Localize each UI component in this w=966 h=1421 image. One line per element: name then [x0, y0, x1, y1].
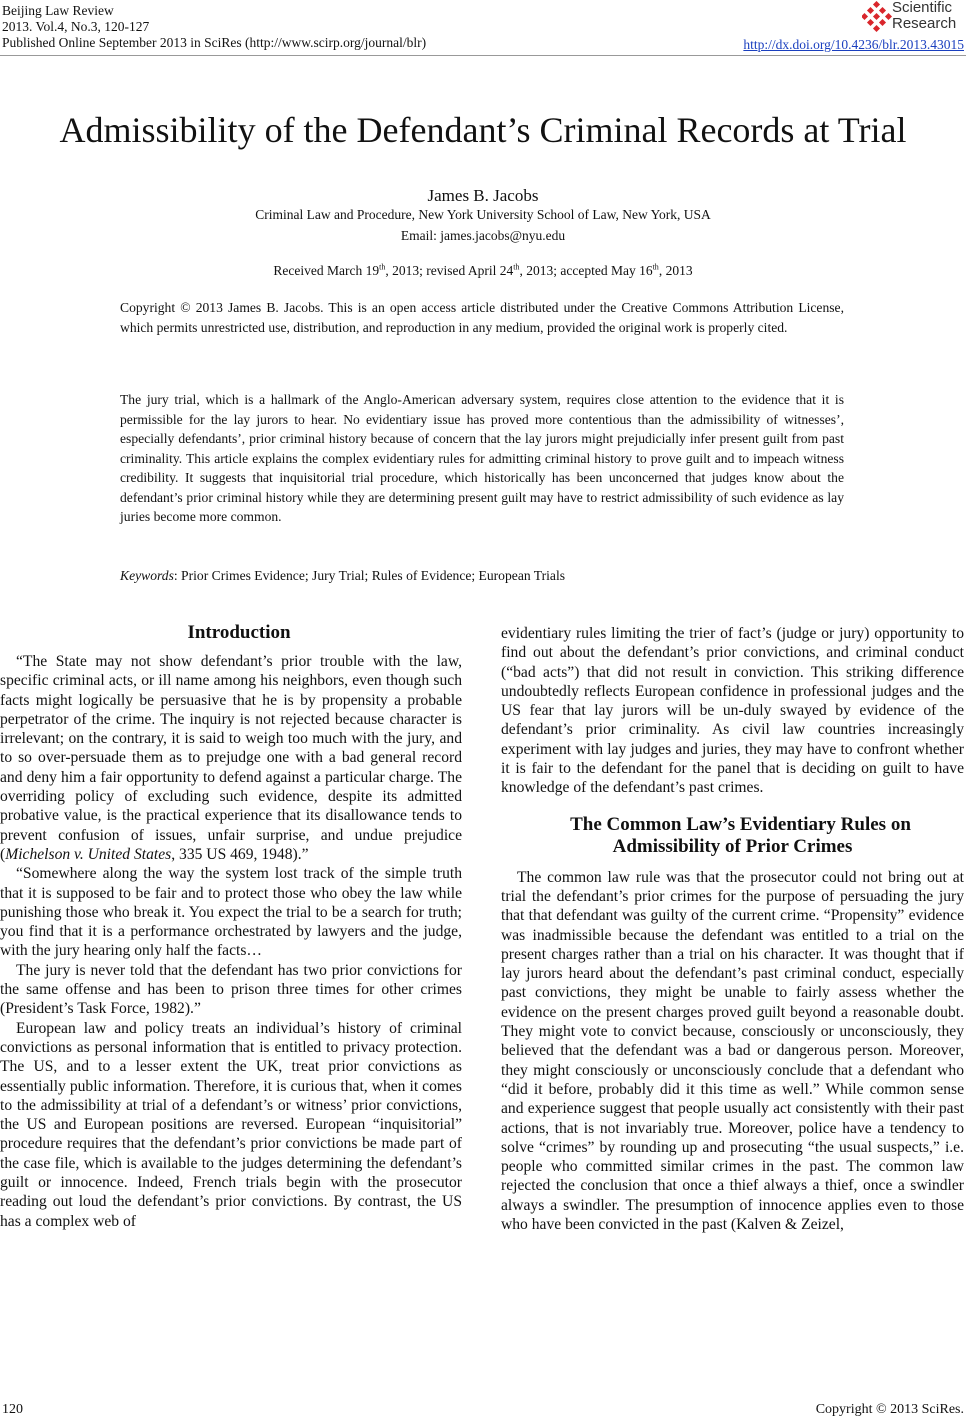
logo-text	[892, 0, 956, 32]
section-title-introduction: Introduction	[187, 622, 291, 643]
accepted-date: , 2013; accepted May 16	[519, 263, 653, 278]
paragraph	[0, 652, 462, 864]
author-name: James B. Jacobs	[427, 186, 539, 205]
section-title-line-2: Admissibility of Prior Crimes	[612, 835, 853, 857]
journal-name: Beijing Law Review	[2, 3, 114, 18]
author-email: Email: james.jacobs@nyu.edu	[400, 228, 566, 243]
case-citation: Michelson v. United States	[5, 845, 172, 863]
accepted-sup: th	[652, 262, 659, 272]
logo-line-2: Research	[892, 15, 957, 32]
header-divider	[0, 55, 966, 56]
journal-header	[2, 3, 426, 51]
keywords	[120, 566, 844, 586]
paragraph-text: , 335 US 469, 1948).”	[171, 845, 309, 863]
paragraph: evidentiary rules limiting the trier of fact’s (judge or jury) opportunity to find out about the defendant’s prior convictions, and criminal conduct (“bad acts”) that did not result in conviction. This striking difference undoubtedly reflects European confidence in professional judges and the US fear that lay jurors will be un-duly swayed by evidence of the defendant’s prior criminality. As civil law countries increasingly experiment with lay judges and juries, they may have to confront whether it is fair to the defendant for the panel that is deciding on guilt to have knowledge of the defendant’s past crimes.	[501, 625, 964, 797]
right-column	[501, 624, 964, 1234]
paragraph-text: “The State may not show defendant’s prior trouble with the law, specific criminal acts, or ill name among his neighbors, even though such facts might logically be persuasive that he is by propensity a probable perpetrator of the crime. The inquiry is not rejected because character is irrelevant; on the contrary, it is said to weigh too much with the jury, and to so over-persuade them as to prejudge one with a bad general record and deny him a fair opportunity to defend against a particular charge. The overriding policy of excluding such evidence, despite its admitted probative value, is the practical experience that its disallowance tends to prevent confusion of issues, unfair surprise, and undue prejudice (	[0, 653, 462, 863]
section-title-line-1: The Common Law’s Evidentiary Rules on	[570, 813, 911, 835]
paragraph: The jury is never told that the defendant has two prior convictions for the same offense and has been to prison three times for other crimes (President’s Task Force, 1982).”	[0, 961, 462, 1018]
section-title-common-law	[501, 814, 964, 858]
submission-dates	[0, 263, 966, 279]
paragraph: “Somewhere along the way the system lost track of the simple truth that it is supposed to be fair and to protect those who obey the law while punishing those who break it. You expect the trial to be a search for truth; you find that it is a performance orchestrated by lawyers and the judge, with the jury hearing only half the facts…	[0, 865, 462, 960]
accepted-year: , 2013	[658, 263, 693, 278]
abstract: The jury trial, which is a hallmark of the Anglo-American adversary system, requires close attention to the evidence that it is permissible for the lay jurors to hear. No evidentiary issue has proved more contentious than the admissibility of witnesses’, especially defendants’, prior criminal history because of concern that the lay jurors might prejudicially infer present guilt from past criminality. This article explains the complex evidentiary rules for admitting criminal history to prove guilt and to impeach witness credibility. It suggests that inquisitorial trial procedure, which historically has been unconcerned that judges know about the defendant’s prior criminal history while they are determining present guilt may have to restrict admissibility of such evidence as lay juries become more common.	[120, 392, 844, 524]
footer-copyright: Copyright © 2013 SciRes.	[815, 1402, 964, 1417]
page-number: 120	[2, 1402, 23, 1417]
keywords-label: Keywords	[120, 568, 174, 583]
paper-title: Admissibility of the Defendant’s Criminal Records at Trial	[59, 110, 907, 150]
logo-line-1: Scientific	[892, 0, 953, 16]
keywords-text: : Prior Crimes Evidence; Jury Trial; Rules of Evidence; European Trials	[173, 568, 566, 583]
revised-date: , 2013; revised April 24	[385, 263, 514, 278]
received-date: Received March 19	[273, 263, 380, 278]
author-affiliation: Criminal Law and Procedure, New York University School of Law, New York, USA	[255, 207, 711, 222]
received-sup: th	[379, 262, 386, 272]
journal-volume: 2013. Vol.4, No.3, 120-127	[2, 19, 150, 34]
left-column	[0, 622, 462, 1231]
publication-info: Published Online September 2013 in SciRes (http://www.scirp.org/journal/blr)	[2, 35, 427, 50]
doi-link[interactable]: http://dx.doi.org/10.4236/blr.2013.43015	[743, 37, 964, 52]
paragraph: European law and policy treats an individual’s history of criminal convictions as personal information that is entitled to privacy protection. The US, and to a lesser extent the UK, treat prior convictions as essentially public information. Therefore, it is curious that, when it comes to the admissibility at trial of a defendant’s or witness’ prior convictions, the US and European positions are reversed. European “inquisitorial” procedure requires that the defendant’s prior convictions be made part of the case file, which is available to the judges determining the defendant’s guilt or innocence. Indeed, French trials begin with the prosecutor reading out loud the defendant’s prior convictions. By contrast, the US has a complex web of	[0, 1019, 462, 1230]
scientific-research-logo	[862, 0, 962, 36]
revised-sup: th	[513, 262, 520, 272]
logo-diamond-icon	[862, 1, 892, 35]
paragraph: The common law rule was that the prosecutor could not bring out at trial the defendant’s prior crimes for the purpose of persuading the jury that that defendant was guilty of the current crime. “Propensity” evidence was inadmissible because the defendant was entitled to a trial on the present charges rather than a trial on his character. It was thought that if lay jurors heard about the defendant’s past criminal conduct, especially past convictions, they might be unable to fairly assess whether the evidence on the present charges proved guilt beyond a reasonable doubt. They might vote to convict because, consciously or unconsciously, they believed that the defendant was a bad or dangerous person. Moreover, they might consciously or unconsciously conclude that a defendant who “did it before, probably did it this time as well.” While common sense and experience suggest that people usually act consistently with their past actions, that is not invariably true. Moreover, police have a tendency to solve “crimes” by rounding up and prosecuting “the usual suspects,” i.e. people who committed similar crimes in the past. The common law rejected the conclusion that once a thief always a thief, once a swindler always a swindler. The presumption of innocence applies even to those who have been convicted in the past (Kalven & Zeizel,	[501, 868, 964, 1234]
copyright-notice: Copyright © 2013 James B. Jacobs. This is an open access article distributed under the Creative Commons Attribution License, which permits unrestricted use, distribution, and reproduction in any medium, provided the original work is properly cited.	[120, 300, 844, 335]
